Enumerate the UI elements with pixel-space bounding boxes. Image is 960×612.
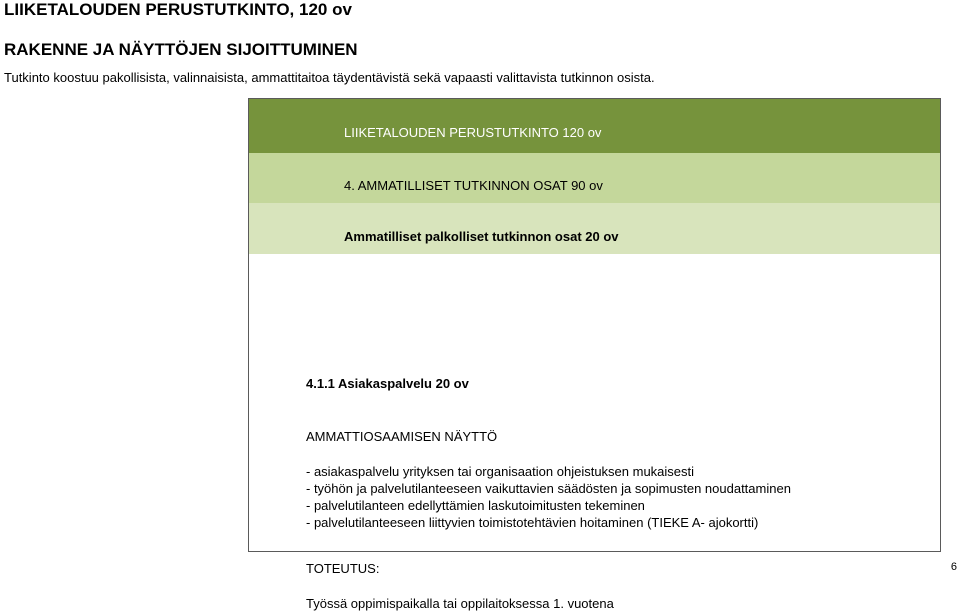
qualification-label: LIIKETALOUDEN PERUSTUTKINTO 120 ov [344,125,602,140]
demonstration-item: - palvelutilanteeseen liittyvien toimistotehtävien hoitaminen (TIEKE A- ajokortti) [306,515,759,530]
demonstration-item: - asiakaspalvelu yrityksen tai organisaation ohjeistuksen mukaisesti [306,464,695,479]
section-label: 4. AMMATILLISET TUTKINNON OSAT 90 ov [344,178,603,193]
demonstration-heading: AMMATTIOSAAMISEN NÄYTTÖ [306,429,498,444]
implementation-heading: TOTEUTUS: [306,561,380,576]
implementation-text: Työssä oppimispaikalla tai oppilaitoksessa 1. vuotena [306,596,614,611]
intro-paragraph: Tutkinto koostuu pakollisista, valinnaisista, ammattitaitoa täydentävistä sekä vapaasti valittavista tutkinnon osista. [4,70,655,85]
document-title: LIIKETALOUDEN PERUSTUTKINTO, 120 ov [4,0,352,19]
module-title: 4.1.1 Asiakaspalvelu 20 ov [306,376,469,391]
page-number: 6 [950,561,957,573]
module-group-label: Ammatilliset palkolliset tutkinnon osat 20 ov [344,229,619,244]
demonstration-item: - työhön ja palvelutilanteeseen vaikuttavien säädösten ja sopimusten noudattaminen [306,481,791,496]
qualification-band [249,99,940,153]
structure-table [248,98,941,611]
demonstration-item: - palvelutilanteen edellyttämien laskutoimitusten tekeminen [306,498,645,513]
section-band [249,153,940,203]
module-detail [249,254,940,611]
module-group-band [249,203,940,254]
document-subtitle: RAKENNE JA NÄYTTÖJEN SIJOITTUMINEN [4,40,358,59]
